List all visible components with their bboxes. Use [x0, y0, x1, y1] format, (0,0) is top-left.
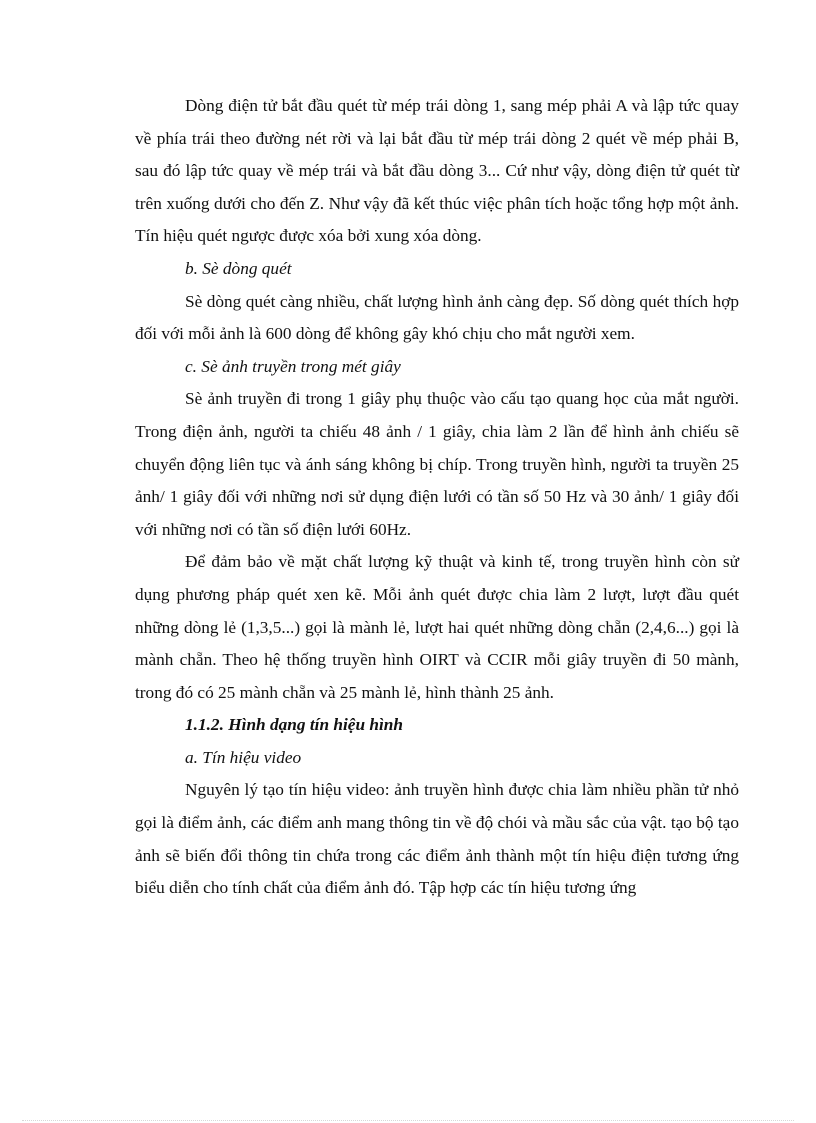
subheading-video-signal: a. Tín hiệu video [185, 747, 302, 767]
paragraph-video-signal: Nguyên lý tạo tín hiệu video: ảnh truyền hình được chia làm nhiều phần tử nhỏ gọi là điểm ảnh, các điểm anh mang thông tin về độ chói và mầu sắc của vật. tạo bộ tạo ảnh sẽ biến đổi thông tin chứa trong các điểm ảnh thành một tín hiệu điện tương ứng biểu diễn cho tính chất của điểm ảnh đó. Tập hợp các tín hiệu tương ứng [135, 780, 739, 898]
subheading-scan-lines: b. Sè dòng quét [185, 258, 292, 278]
section-heading-signal-shape: 1.1.2. Hình dạng tín hiệu hình [185, 715, 404, 735]
subheading-frames-per-second: c. Sè ảnh truyền trong mét giây [185, 356, 401, 376]
page-bottom-rule [22, 1120, 794, 1121]
paragraph-interlaced-scan: Để đảm bảo về mặt chất lượng kỹ thuật và kinh tế, trong truyền hình còn sử dụng phương pháp quét xen kẽ. Mỗi ảnh quét được chia làm 2 lượt, lượt đầu quét những dòng lẻ (1,3,5...) gọi là mành lẻ, lượt hai quét những dòng chẵn (2,4,6...) gọi là mành chẵn. Theo hệ thống truyền hình OIRT và CCIR mỗi giây truyền đi 50 mành, trong đó có 25 mành chẵn và 25 mành lẻ, hình thành 25 ảnh. [135, 552, 739, 702]
page-content [135, 90, 739, 905]
paragraph-scan-process: Dòng điện tử bắt đầu quét từ mép trái dòng 1, sang mép phải A và lập tức quay về phía trái theo đường nét rời và lại bắt đầu từ mép trái dòng 2 quét về mép phải B, sau đó lập tức quay về mép trái và bắt đầu dòng 3... Cứ như vậy, dòng điện tử quét từ trên xuống dưới cho đến Z. Như vậy đã kết thúc việc phân tích hoặc tổng hợp một ảnh. Tín hiệu quét ngược được xóa bởi xung xóa dòng. [135, 96, 739, 246]
paragraph-scan-lines: Sè dòng quét càng nhiều, chất lượng hình ảnh càng đẹp. Số dòng quét thích hợp đối với mỗi ảnh là 600 dòng để không gây khó chịu cho mắt người xem. [135, 291, 739, 344]
paragraph-frames-per-second: Sè ảnh truyền đi trong 1 giây phụ thuộc vào cấu tạo quang học của mắt người. Trong điện ảnh, người ta chiếu 48 ảnh / 1 giây, chia làm 2 lần để hình ảnh chiếu sẽ chuyển động liên tục và ánh sáng không bị chíp. Trong truyền hình, người ta truyền 25 ảnh/ 1 giây đối với những nơi sử dụng điện lưới có tần số 50 Hz và 30 ảnh/ 1 giây đối với những nơi có tần số điện lưới 60Hz. [135, 389, 739, 539]
